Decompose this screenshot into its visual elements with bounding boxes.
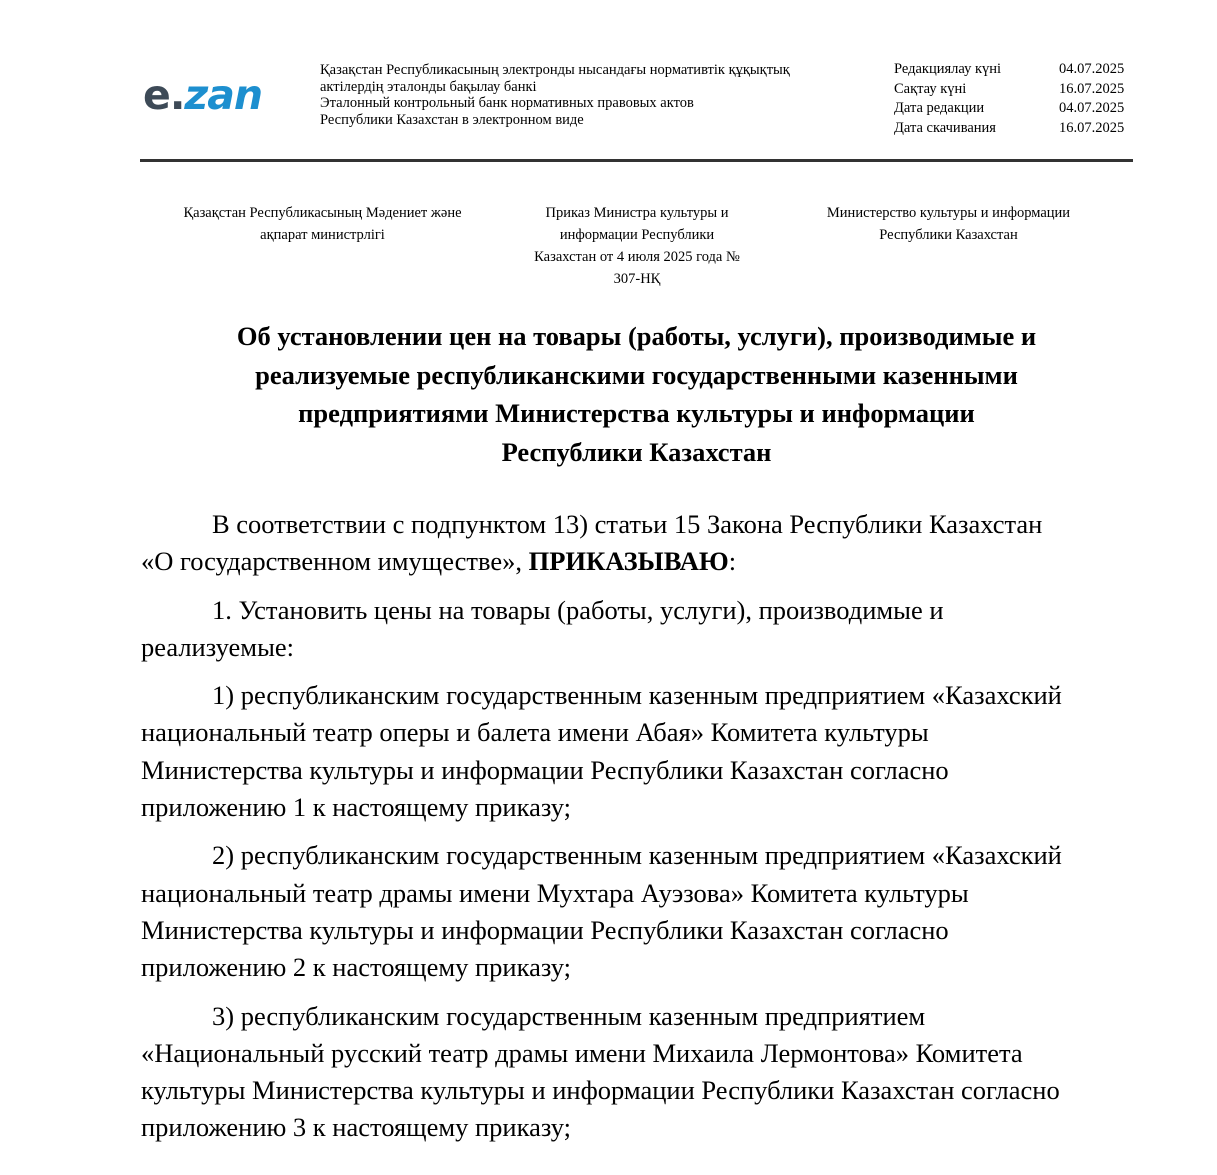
meta-row-save-date-kz xyxy=(894,80,1134,100)
order-keyword: ПРИКАЗЫВАЮ xyxy=(528,546,729,577)
paragraph-line: В соответствии с подпунктом 13) статьи 15 Закона Республики Казахстан xyxy=(212,509,1043,539)
meta-label: Редакциялау күні xyxy=(894,61,1002,77)
bank-description xyxy=(320,62,860,128)
paragraph-line: 3) республиканским государственным казенным предприятием xyxy=(212,1000,926,1031)
bank-description-line: Республики Казахстан в электронном виде xyxy=(320,111,584,128)
preamble-text: «О государственном имуществе», xyxy=(141,546,529,577)
meta-label: Дата скачивания xyxy=(894,120,996,137)
ezan-logo xyxy=(143,70,303,120)
paragraph-line: «Национальный русский театр драмы имени Михаила Лермонтова» Комитета xyxy=(141,1037,1023,1068)
logo-e-text: e xyxy=(143,71,170,119)
order-reference xyxy=(512,202,762,290)
paragraph-line: реализуемые: xyxy=(141,631,295,662)
bank-description-line: актілердің эталонды бақылау банкі xyxy=(320,78,537,95)
paragraph-line: национальный театр драмы имени Мухтара Ауэзова» Комитета культуры xyxy=(141,877,969,908)
preamble-paragraph xyxy=(141,506,1131,581)
issuer-line: Министерство культуры и информации xyxy=(826,205,1071,221)
meta-value: 16.07.2025 xyxy=(1059,80,1125,97)
meta-value: 04.07.2025 xyxy=(1059,100,1125,117)
paragraph-line: 1. Установить цены на товары (работы, услуги), производимые и xyxy=(212,594,944,625)
issuer-line: Қазақстан Республикасының Мәдениет және xyxy=(183,205,462,221)
title-line: реализуемые республиканскими государственными казенными xyxy=(255,359,1018,390)
order-reference-line: Приказ Министра культуры и xyxy=(545,205,729,221)
preamble-colon: : xyxy=(728,546,737,577)
order-reference-line: информации Республики xyxy=(559,227,715,243)
logo-zan-text: zan xyxy=(184,71,263,119)
issuer-ministry-kz xyxy=(165,202,480,246)
paragraph-item-1 xyxy=(141,592,1131,667)
logo-dot-text: . xyxy=(169,71,185,119)
paragraph-line: культуры Министерства культуры и информации Республики Казахстан согласно xyxy=(141,1075,1060,1106)
paragraph-subitem-1 xyxy=(141,677,1131,826)
meta-value: 16.07.2025 xyxy=(1059,120,1125,137)
paragraph-line: 1) республиканским государственным казенным предприятием «Казахский xyxy=(212,680,1062,711)
order-reference-line: 307-НҚ xyxy=(613,271,661,287)
paragraph-line: 2) республиканским государственным казенным предприятием «Казахский xyxy=(212,840,1062,871)
header-divider xyxy=(140,159,1133,162)
paragraph-line: Министерства культуры и информации Республики Казахстан согласно xyxy=(141,754,949,785)
title-line: Об установлении цен на товары (работы, услуги), производимые и xyxy=(236,321,1037,351)
document-dates xyxy=(894,60,1134,139)
paragraph-line: приложению 3 к настоящему приказу; xyxy=(141,1112,572,1143)
meta-label: Сақтау күні xyxy=(894,80,967,97)
title-line: Республики Казахстан xyxy=(501,436,772,467)
paragraph-subitem-3 xyxy=(141,998,1131,1147)
paragraph-line: приложению 2 к настоящему приказу; xyxy=(141,952,572,983)
meta-label: Дата редакции xyxy=(894,100,985,117)
meta-row-edit-date-kz xyxy=(894,60,1134,80)
paragraph-subitem-2 xyxy=(141,837,1131,986)
meta-row-download-date-ru xyxy=(894,119,1134,139)
paragraph-line: национальный театр оперы и балета имени Абая» Комитета культуры xyxy=(141,717,929,748)
paragraph-line xyxy=(141,543,1131,580)
issuer-line: ақпарат министрлігі xyxy=(260,227,385,243)
document-title xyxy=(140,317,1133,471)
meta-value: 04.07.2025 xyxy=(1059,61,1125,77)
document-body xyxy=(141,506,1131,1158)
bank-description-line: Қазақстан Республикасының электронды нысандағы нормативтік құқықтық xyxy=(320,62,790,78)
title-line: предприятиями Министерства культуры и информации xyxy=(298,398,975,428)
meta-row-edit-date-ru xyxy=(894,99,1134,119)
issuer-ministry-ru xyxy=(800,202,1097,246)
issuer-line: Республики Казахстан xyxy=(879,227,1018,243)
paragraph-line: Министерства культуры и информации Республики Казахстан согласно xyxy=(141,914,949,945)
paragraph-line: приложению 1 к настоящему приказу; xyxy=(141,792,572,823)
order-reference-line: Казахстан от 4 июля 2025 года № xyxy=(534,249,740,265)
bank-description-line: Эталонный контрольный банк нормативных правовых актов xyxy=(320,95,694,111)
